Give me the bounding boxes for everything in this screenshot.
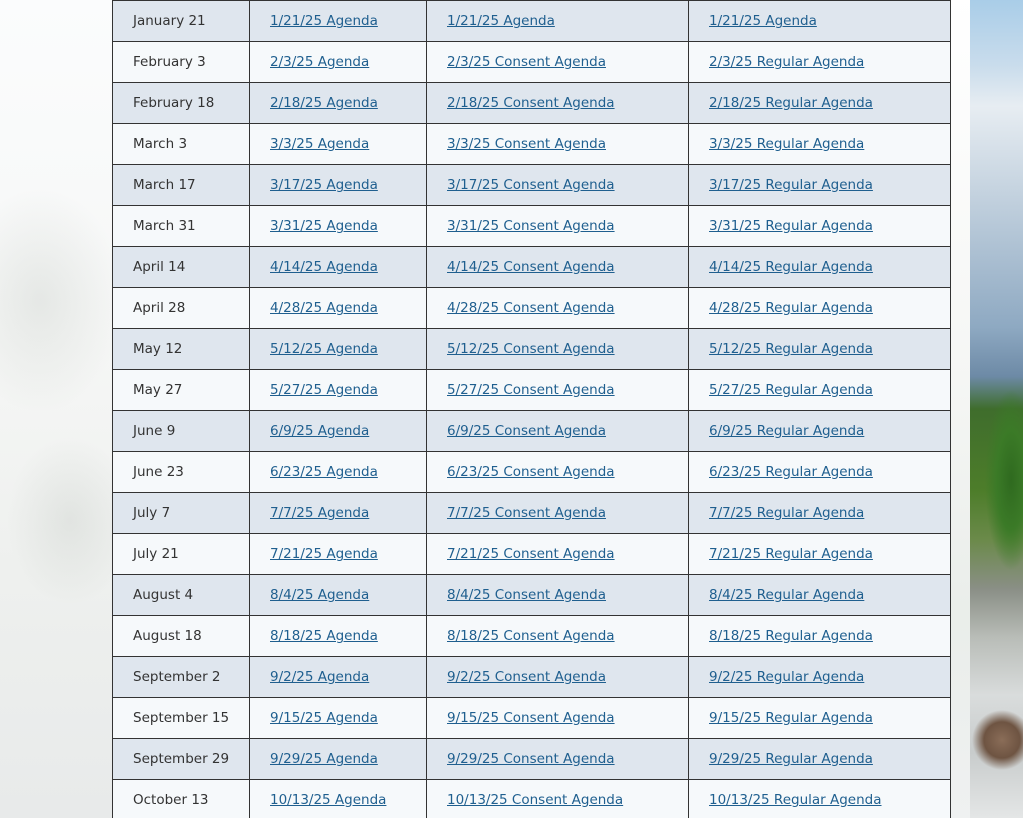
table-row (113, 698, 951, 739)
table-row (113, 370, 951, 411)
meeting-agenda-table-body (113, 1, 951, 818)
regular-agenda-link[interactable]: 2/18/25 Regular Agenda (709, 95, 873, 111)
meeting-date-cell (113, 780, 250, 818)
background-tree (985, 390, 1023, 580)
agenda-link-cell (250, 657, 427, 698)
table-row (113, 780, 951, 818)
regular-agenda-link[interactable]: 9/29/25 Regular Agenda (709, 751, 873, 767)
meeting-date-cell (113, 1, 250, 42)
consent-agenda-link[interactable]: 4/14/25 Consent Agenda (447, 259, 615, 275)
agenda-link-cell (250, 452, 427, 493)
meeting-date: October 13 (133, 792, 209, 808)
consent-agenda-link[interactable]: 9/29/25 Consent Agenda (447, 751, 615, 767)
regular-agenda-link-cell (689, 247, 951, 288)
consent-agenda-link[interactable]: 3/31/25 Consent Agenda (447, 218, 615, 234)
agenda-link-cell (250, 1, 427, 42)
agenda-link-cell (250, 493, 427, 534)
meeting-date: March 3 (133, 136, 188, 152)
regular-agenda-link[interactable]: 8/18/25 Regular Agenda (709, 628, 873, 644)
table-row (113, 493, 951, 534)
meeting-date: July 21 (133, 546, 179, 562)
regular-agenda-link-cell (689, 698, 951, 739)
consent-agenda-link[interactable]: 2/3/25 Consent Agenda (447, 54, 606, 70)
consent-agenda-link[interactable]: 6/23/25 Consent Agenda (447, 464, 615, 480)
meeting-date: March 17 (133, 177, 196, 193)
agenda-link-cell (250, 616, 427, 657)
regular-agenda-link[interactable]: 3/3/25 Regular Agenda (709, 136, 865, 152)
agenda-link-cell (250, 411, 427, 452)
consent-agenda-link-cell (427, 493, 689, 534)
agenda-link-cell (250, 739, 427, 780)
background-rocks (972, 700, 1023, 790)
consent-agenda-link-cell (427, 698, 689, 739)
agenda-link[interactable]: 3/31/25 Agenda (270, 218, 378, 234)
consent-agenda-link-cell (427, 370, 689, 411)
regular-agenda-link[interactable]: 1/21/25 Agenda (709, 13, 817, 29)
agenda-link-cell (250, 206, 427, 247)
meeting-date-cell (113, 165, 250, 206)
meeting-date-cell (113, 370, 250, 411)
consent-agenda-link[interactable]: 8/18/25 Consent Agenda (447, 628, 615, 644)
regular-agenda-link[interactable]: 6/9/25 Regular Agenda (709, 423, 865, 439)
table-row (113, 124, 951, 165)
background-image-left (0, 0, 112, 818)
table-row (113, 206, 951, 247)
consent-agenda-link-cell (427, 42, 689, 83)
consent-agenda-link-cell (427, 575, 689, 616)
regular-agenda-link[interactable]: 2/3/25 Regular Agenda (709, 54, 865, 70)
agenda-link[interactable]: 8/4/25 Agenda (270, 587, 370, 603)
agenda-link[interactable]: 8/18/25 Agenda (270, 628, 378, 644)
table-row (113, 288, 951, 329)
consent-agenda-link[interactable]: 3/17/25 Consent Agenda (447, 177, 615, 193)
agenda-link[interactable]: 3/17/25 Agenda (270, 177, 378, 193)
meeting-date-cell (113, 206, 250, 247)
table-row (113, 575, 951, 616)
meeting-date: January 21 (133, 13, 206, 29)
consent-agenda-link-cell (427, 1, 689, 42)
consent-agenda-link[interactable]: 2/18/25 Consent Agenda (447, 95, 615, 111)
agenda-link-cell (250, 288, 427, 329)
consent-agenda-link-cell (427, 452, 689, 493)
consent-agenda-link[interactable]: 5/27/25 Consent Agenda (447, 382, 615, 398)
regular-agenda-link-cell (689, 370, 951, 411)
consent-agenda-link-cell (427, 616, 689, 657)
agenda-link-cell (250, 247, 427, 288)
regular-agenda-link-cell (689, 329, 951, 370)
regular-agenda-link-cell (689, 739, 951, 780)
agenda-link[interactable]: 10/13/25 Agenda (270, 792, 387, 808)
regular-agenda-link-cell (689, 42, 951, 83)
regular-agenda-link-cell (689, 575, 951, 616)
consent-agenda-link-cell (427, 288, 689, 329)
agenda-link[interactable]: 2/18/25 Agenda (270, 95, 378, 111)
meeting-date-cell (113, 616, 250, 657)
table-row (113, 616, 951, 657)
meeting-date: May 27 (133, 382, 183, 398)
regular-agenda-link[interactable]: 6/23/25 Regular Agenda (709, 464, 873, 480)
meeting-date: March 31 (133, 218, 196, 234)
regular-agenda-link-cell (689, 165, 951, 206)
regular-agenda-link-cell (689, 124, 951, 165)
regular-agenda-link[interactable]: 7/7/25 Regular Agenda (709, 505, 865, 521)
agenda-link[interactable]: 4/14/25 Agenda (270, 259, 378, 275)
table-row (113, 739, 951, 780)
regular-agenda-link[interactable]: 9/2/25 Regular Agenda (709, 669, 865, 685)
regular-agenda-link[interactable]: 4/14/25 Regular Agenda (709, 259, 873, 275)
agenda-link-cell (250, 370, 427, 411)
table-row (113, 1, 951, 42)
agenda-link-cell (250, 42, 427, 83)
regular-agenda-link-cell (689, 657, 951, 698)
meeting-date: June 23 (133, 464, 184, 480)
consent-agenda-link-cell (427, 657, 689, 698)
consent-agenda-link-cell (427, 247, 689, 288)
regular-agenda-link[interactable]: 10/13/25 Regular Agenda (709, 792, 882, 808)
meeting-date-cell (113, 657, 250, 698)
consent-agenda-link-cell (427, 329, 689, 370)
consent-agenda-link[interactable]: 3/3/25 Consent Agenda (447, 136, 606, 152)
table-row (113, 83, 951, 124)
consent-agenda-link-cell (427, 206, 689, 247)
regular-agenda-link[interactable]: 5/12/25 Regular Agenda (709, 341, 873, 357)
consent-agenda-link[interactable]: 7/7/25 Consent Agenda (447, 505, 606, 521)
consent-agenda-link-cell (427, 534, 689, 575)
consent-agenda-link[interactable]: 5/12/25 Consent Agenda (447, 341, 615, 357)
consent-agenda-link[interactable]: 8/4/25 Consent Agenda (447, 587, 606, 603)
regular-agenda-link[interactable]: 3/31/25 Regular Agenda (709, 218, 873, 234)
consent-agenda-link-cell (427, 124, 689, 165)
agenda-link-cell (250, 534, 427, 575)
regular-agenda-link-cell (689, 452, 951, 493)
consent-agenda-link[interactable]: 7/21/25 Consent Agenda (447, 546, 615, 562)
meeting-date-cell (113, 83, 250, 124)
meeting-date: September 15 (133, 710, 230, 726)
table-row (113, 247, 951, 288)
table-row (113, 452, 951, 493)
regular-agenda-link-cell (689, 83, 951, 124)
meeting-date-cell (113, 247, 250, 288)
agenda-link-cell (250, 124, 427, 165)
table-row (113, 411, 951, 452)
agenda-link[interactable]: 2/3/25 Agenda (270, 54, 370, 70)
agenda-link[interactable]: 1/21/25 Agenda (270, 13, 378, 29)
consent-agenda-link-cell (427, 83, 689, 124)
consent-agenda-link[interactable]: 1/21/25 Agenda (447, 13, 555, 29)
regular-agenda-link-cell (689, 616, 951, 657)
regular-agenda-link-cell (689, 1, 951, 42)
meeting-date: April 28 (133, 300, 186, 316)
meeting-date: May 12 (133, 341, 183, 357)
agenda-link[interactable]: 6/23/25 Agenda (270, 464, 378, 480)
meeting-agenda-table (112, 0, 951, 818)
consent-agenda-link-cell (427, 165, 689, 206)
agenda-link[interactable]: 7/21/25 Agenda (270, 546, 378, 562)
consent-agenda-link[interactable]: 9/2/25 Consent Agenda (447, 669, 606, 685)
consent-agenda-link-cell (427, 739, 689, 780)
meeting-date-cell (113, 739, 250, 780)
agenda-link[interactable]: 5/12/25 Agenda (270, 341, 378, 357)
agenda-link[interactable]: 9/15/25 Agenda (270, 710, 378, 726)
meeting-date-cell (113, 493, 250, 534)
table-row (113, 534, 951, 575)
regular-agenda-link[interactable]: 4/28/25 Regular Agenda (709, 300, 873, 316)
meeting-date-cell (113, 124, 250, 165)
regular-agenda-link-cell (689, 493, 951, 534)
meeting-date-cell (113, 329, 250, 370)
regular-agenda-link[interactable]: 5/27/25 Regular Agenda (709, 382, 873, 398)
agenda-link[interactable]: 7/7/25 Agenda (270, 505, 370, 521)
agenda-link[interactable]: 5/27/25 Agenda (270, 382, 378, 398)
meeting-date-cell (113, 698, 250, 739)
agenda-link[interactable]: 6/9/25 Agenda (270, 423, 370, 439)
agenda-link-cell (250, 329, 427, 370)
table-row (113, 42, 951, 83)
consent-agenda-link-cell (427, 411, 689, 452)
meeting-date-cell (113, 534, 250, 575)
regular-agenda-link-cell (689, 411, 951, 452)
regular-agenda-link-cell (689, 288, 951, 329)
regular-agenda-link-cell (689, 780, 951, 818)
agenda-link-cell (250, 698, 427, 739)
agenda-link-cell (250, 83, 427, 124)
meeting-date: August 18 (133, 628, 202, 644)
regular-agenda-link[interactable]: 8/4/25 Regular Agenda (709, 587, 865, 603)
regular-agenda-link[interactable]: 7/21/25 Regular Agenda (709, 546, 873, 562)
meeting-date: February 3 (133, 54, 206, 70)
meeting-date: July 7 (133, 505, 171, 521)
agenda-link[interactable]: 9/29/25 Agenda (270, 751, 378, 767)
consent-agenda-link[interactable]: 10/13/25 Consent Agenda (447, 792, 624, 808)
agenda-link[interactable]: 3/3/25 Agenda (270, 136, 370, 152)
consent-agenda-link[interactable]: 6/9/25 Consent Agenda (447, 423, 606, 439)
meeting-date: February 18 (133, 95, 215, 111)
regular-agenda-link[interactable]: 9/15/25 Regular Agenda (709, 710, 873, 726)
regular-agenda-link-cell (689, 534, 951, 575)
meeting-date-cell (113, 411, 250, 452)
agenda-link-cell (250, 165, 427, 206)
meeting-date: June 9 (133, 423, 176, 439)
consent-agenda-link[interactable]: 9/15/25 Consent Agenda (447, 710, 615, 726)
agenda-link[interactable]: 9/2/25 Agenda (270, 669, 370, 685)
table-row (113, 657, 951, 698)
meeting-date: September 2 (133, 669, 221, 685)
meeting-date: September 29 (133, 751, 230, 767)
meeting-date: August 4 (133, 587, 194, 603)
agenda-link-cell (250, 575, 427, 616)
meeting-date-cell (113, 575, 250, 616)
agenda-link[interactable]: 4/28/25 Agenda (270, 300, 378, 316)
table-row (113, 329, 951, 370)
meeting-date: April 14 (133, 259, 186, 275)
agenda-link-cell (250, 780, 427, 818)
meeting-date-cell (113, 42, 250, 83)
table-row (113, 165, 951, 206)
consent-agenda-link[interactable]: 4/28/25 Consent Agenda (447, 300, 615, 316)
meeting-date-cell (113, 452, 250, 493)
regular-agenda-link-cell (689, 206, 951, 247)
meeting-date-cell (113, 288, 250, 329)
consent-agenda-link-cell (427, 780, 689, 818)
regular-agenda-link[interactable]: 3/17/25 Regular Agenda (709, 177, 873, 193)
